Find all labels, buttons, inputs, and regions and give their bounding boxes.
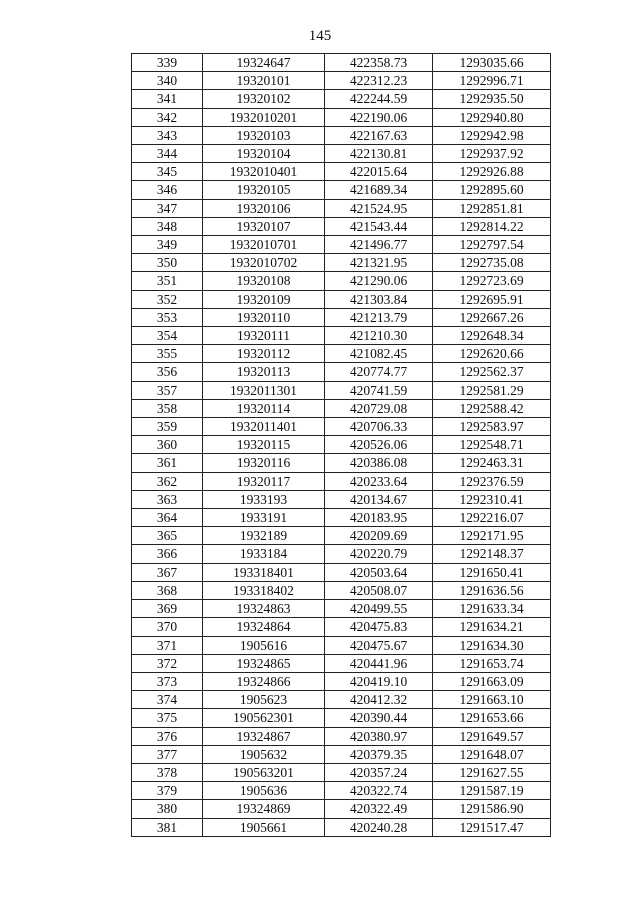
point-id-cell: 1932189 [203,527,325,545]
table-row [132,108,551,126]
x-coordinate-cell: 421082.45 [325,345,433,363]
x-coordinate-cell: 420183.95 [325,509,433,527]
table-row [132,418,551,436]
point-id-cell: 190562301 [203,709,325,727]
y-coordinate-cell: 1291586.90 [433,800,551,818]
point-id-cell: 193318401 [203,563,325,581]
table-row [132,436,551,454]
row-number-cell: 372 [132,654,203,672]
x-coordinate-cell: 420412.32 [325,691,433,709]
x-coordinate-cell: 420134.67 [325,490,433,508]
row-number-cell: 352 [132,290,203,308]
y-coordinate-cell: 1292940.80 [433,108,551,126]
table-row [132,490,551,508]
y-coordinate-cell: 1292937.92 [433,145,551,163]
y-coordinate-cell: 1291634.21 [433,618,551,636]
x-coordinate-cell: 420441.96 [325,654,433,672]
y-coordinate-cell: 1292814.22 [433,217,551,235]
row-number-cell: 381 [132,818,203,836]
x-coordinate-cell: 422167.63 [325,126,433,144]
point-id-cell: 193318402 [203,581,325,599]
y-coordinate-cell: 1292171.95 [433,527,551,545]
point-id-cell: 190563201 [203,763,325,781]
x-coordinate-cell: 422244.59 [325,90,433,108]
x-coordinate-cell: 421543.44 [325,217,433,235]
y-coordinate-cell: 1291663.10 [433,691,551,709]
y-coordinate-cell: 1292216.07 [433,509,551,527]
table-row [132,381,551,399]
row-number-cell: 354 [132,327,203,345]
point-id-cell: 19324647 [203,54,325,72]
table-row [132,818,551,836]
x-coordinate-cell: 420526.06 [325,436,433,454]
row-number-cell: 379 [132,782,203,800]
point-id-cell: 1933193 [203,490,325,508]
table-row [132,745,551,763]
y-coordinate-cell: 1292376.59 [433,472,551,490]
table-row [132,236,551,254]
table-row [132,600,551,618]
row-number-cell: 342 [132,108,203,126]
page-number: 145 [308,28,332,44]
row-number-cell: 359 [132,418,203,436]
row-number-cell: 351 [132,272,203,290]
y-coordinate-cell: 1291634.30 [433,636,551,654]
table-row [132,54,551,72]
x-coordinate-cell: 420386.08 [325,454,433,472]
table-row [132,345,551,363]
y-coordinate-cell: 1292581.29 [433,381,551,399]
y-coordinate-cell: 1292895.60 [433,181,551,199]
point-id-cell: 19324863 [203,600,325,618]
row-number-cell: 358 [132,399,203,417]
row-number-cell: 371 [132,636,203,654]
y-coordinate-cell: 1292620.66 [433,345,551,363]
y-coordinate-cell: 1292723.69 [433,272,551,290]
table-row [132,199,551,217]
table-row [132,709,551,727]
point-id-cell: 19320112 [203,345,325,363]
x-coordinate-cell: 420220.79 [325,545,433,563]
row-number-cell: 346 [132,181,203,199]
y-coordinate-cell: 1292588.42 [433,399,551,417]
x-coordinate-cell: 420729.08 [325,399,433,417]
y-coordinate-cell: 1292935.50 [433,90,551,108]
y-coordinate-cell: 1291517.47 [433,818,551,836]
point-id-cell: 19320102 [203,90,325,108]
point-id-cell: 19320104 [203,145,325,163]
x-coordinate-cell: 420508.07 [325,581,433,599]
x-coordinate-cell: 420379.35 [325,745,433,763]
y-coordinate-cell: 1292310.41 [433,490,551,508]
row-number-cell: 341 [132,90,203,108]
table-row [132,290,551,308]
coordinate-table [131,53,551,837]
point-id-cell: 19320110 [203,308,325,326]
point-id-cell: 1933184 [203,545,325,563]
y-coordinate-cell: 1291648.07 [433,745,551,763]
y-coordinate-cell: 1291653.74 [433,654,551,672]
x-coordinate-cell: 420774.77 [325,363,433,381]
point-id-cell: 19320106 [203,199,325,217]
table-row [132,181,551,199]
point-id-cell: 19320105 [203,181,325,199]
x-coordinate-cell: 421524.95 [325,199,433,217]
row-number-cell: 367 [132,563,203,581]
point-id-cell: 1905616 [203,636,325,654]
y-coordinate-cell: 1292926.88 [433,163,551,181]
x-coordinate-cell: 420357.24 [325,763,433,781]
point-id-cell: 19320109 [203,290,325,308]
row-number-cell: 340 [132,72,203,90]
point-id-cell: 19320101 [203,72,325,90]
point-id-cell: 19320113 [203,363,325,381]
x-coordinate-cell: 421496.77 [325,236,433,254]
table-row [132,254,551,272]
table-row [132,126,551,144]
x-coordinate-cell: 422130.81 [325,145,433,163]
x-coordinate-cell: 420475.83 [325,618,433,636]
table-row [132,217,551,235]
point-id-cell: 1905636 [203,782,325,800]
x-coordinate-cell: 420503.64 [325,563,433,581]
y-coordinate-cell: 1291633.34 [433,600,551,618]
coordinate-table-container [131,53,550,837]
table-row [132,618,551,636]
point-id-cell: 19320103 [203,126,325,144]
table-row [132,636,551,654]
row-number-cell: 343 [132,126,203,144]
table-row [132,163,551,181]
row-number-cell: 362 [132,472,203,490]
y-coordinate-cell: 1292583.97 [433,418,551,436]
table-row [132,145,551,163]
y-coordinate-cell: 1291649.57 [433,727,551,745]
row-number-cell: 375 [132,709,203,727]
point-id-cell: 19324867 [203,727,325,745]
x-coordinate-cell: 420322.74 [325,782,433,800]
y-coordinate-cell: 1292148.37 [433,545,551,563]
row-number-cell: 357 [132,381,203,399]
point-id-cell: 19320111 [203,327,325,345]
row-number-cell: 356 [132,363,203,381]
point-id-cell: 19320116 [203,454,325,472]
point-id-cell: 19324866 [203,672,325,690]
y-coordinate-cell: 1292548.71 [433,436,551,454]
x-coordinate-cell: 421290.06 [325,272,433,290]
y-coordinate-cell: 1292797.54 [433,236,551,254]
y-coordinate-cell: 1292851.81 [433,199,551,217]
y-coordinate-cell: 1292996.71 [433,72,551,90]
x-coordinate-cell: 420475.67 [325,636,433,654]
row-number-cell: 355 [132,345,203,363]
x-coordinate-cell: 420209.69 [325,527,433,545]
row-number-cell: 374 [132,691,203,709]
row-number-cell: 345 [132,163,203,181]
table-row [132,563,551,581]
x-coordinate-cell: 421321.95 [325,254,433,272]
point-id-cell: 19320108 [203,272,325,290]
row-number-cell: 369 [132,600,203,618]
y-coordinate-cell: 1292463.31 [433,454,551,472]
x-coordinate-cell: 421689.34 [325,181,433,199]
point-id-cell: 1905632 [203,745,325,763]
y-coordinate-cell: 1292735.08 [433,254,551,272]
x-coordinate-cell: 422312.23 [325,72,433,90]
row-number-cell: 350 [132,254,203,272]
point-id-cell: 1905623 [203,691,325,709]
x-coordinate-cell: 422358.73 [325,54,433,72]
x-coordinate-cell: 422015.64 [325,163,433,181]
table-row [132,90,551,108]
x-coordinate-cell: 420240.28 [325,818,433,836]
table-row [132,363,551,381]
row-number-cell: 348 [132,217,203,235]
table-row [132,782,551,800]
row-number-cell: 378 [132,763,203,781]
table-row [132,327,551,345]
x-coordinate-cell: 421210.30 [325,327,433,345]
table-row [132,545,551,563]
point-id-cell: 1932011401 [203,418,325,436]
row-number-cell: 377 [132,745,203,763]
row-number-cell: 353 [132,308,203,326]
table-row [132,800,551,818]
row-number-cell: 339 [132,54,203,72]
y-coordinate-cell: 1292562.37 [433,363,551,381]
row-number-cell: 373 [132,672,203,690]
table-row [132,399,551,417]
x-coordinate-cell: 421303.84 [325,290,433,308]
row-number-cell: 380 [132,800,203,818]
point-id-cell: 1932010201 [203,108,325,126]
y-coordinate-cell: 1291650.41 [433,563,551,581]
y-coordinate-cell: 1291663.09 [433,672,551,690]
table-row [132,454,551,472]
x-coordinate-cell: 421213.79 [325,308,433,326]
y-coordinate-cell: 1292695.91 [433,290,551,308]
y-coordinate-cell: 1292648.34 [433,327,551,345]
row-number-cell: 370 [132,618,203,636]
point-id-cell: 19320114 [203,399,325,417]
point-id-cell: 1932010701 [203,236,325,254]
point-id-cell: 1932011301 [203,381,325,399]
x-coordinate-cell: 420419.10 [325,672,433,690]
x-coordinate-cell: 420390.44 [325,709,433,727]
x-coordinate-cell: 420499.55 [325,600,433,618]
y-coordinate-cell: 1293035.66 [433,54,551,72]
point-id-cell: 1933191 [203,509,325,527]
row-number-cell: 347 [132,199,203,217]
table-row [132,581,551,599]
coordinate-table-body [132,54,551,837]
point-id-cell: 19324865 [203,654,325,672]
table-row [132,691,551,709]
row-number-cell: 360 [132,436,203,454]
table-row [132,272,551,290]
x-coordinate-cell: 422190.06 [325,108,433,126]
table-row [132,654,551,672]
x-coordinate-cell: 420706.33 [325,418,433,436]
point-id-cell: 19324869 [203,800,325,818]
row-number-cell: 363 [132,490,203,508]
x-coordinate-cell: 420322.49 [325,800,433,818]
row-number-cell: 361 [132,454,203,472]
point-id-cell: 1932010401 [203,163,325,181]
table-row [132,527,551,545]
row-number-cell: 349 [132,236,203,254]
row-number-cell: 364 [132,509,203,527]
point-id-cell: 19320117 [203,472,325,490]
x-coordinate-cell: 420741.59 [325,381,433,399]
y-coordinate-cell: 1291636.56 [433,581,551,599]
table-row [132,308,551,326]
table-row [132,509,551,527]
point-id-cell: 1905661 [203,818,325,836]
point-id-cell: 19320107 [203,217,325,235]
y-coordinate-cell: 1291653.66 [433,709,551,727]
row-number-cell: 376 [132,727,203,745]
x-coordinate-cell: 420233.64 [325,472,433,490]
row-number-cell: 365 [132,527,203,545]
y-coordinate-cell: 1291627.55 [433,763,551,781]
table-row [132,672,551,690]
y-coordinate-cell: 1292667.26 [433,308,551,326]
point-id-cell: 1932010702 [203,254,325,272]
table-row [132,763,551,781]
point-id-cell: 19324864 [203,618,325,636]
table-row [132,472,551,490]
row-number-cell: 368 [132,581,203,599]
y-coordinate-cell: 1292942.98 [433,126,551,144]
row-number-cell: 366 [132,545,203,563]
y-coordinate-cell: 1291587.19 [433,782,551,800]
x-coordinate-cell: 420380.97 [325,727,433,745]
row-number-cell: 344 [132,145,203,163]
table-row [132,727,551,745]
table-row [132,72,551,90]
point-id-cell: 19320115 [203,436,325,454]
